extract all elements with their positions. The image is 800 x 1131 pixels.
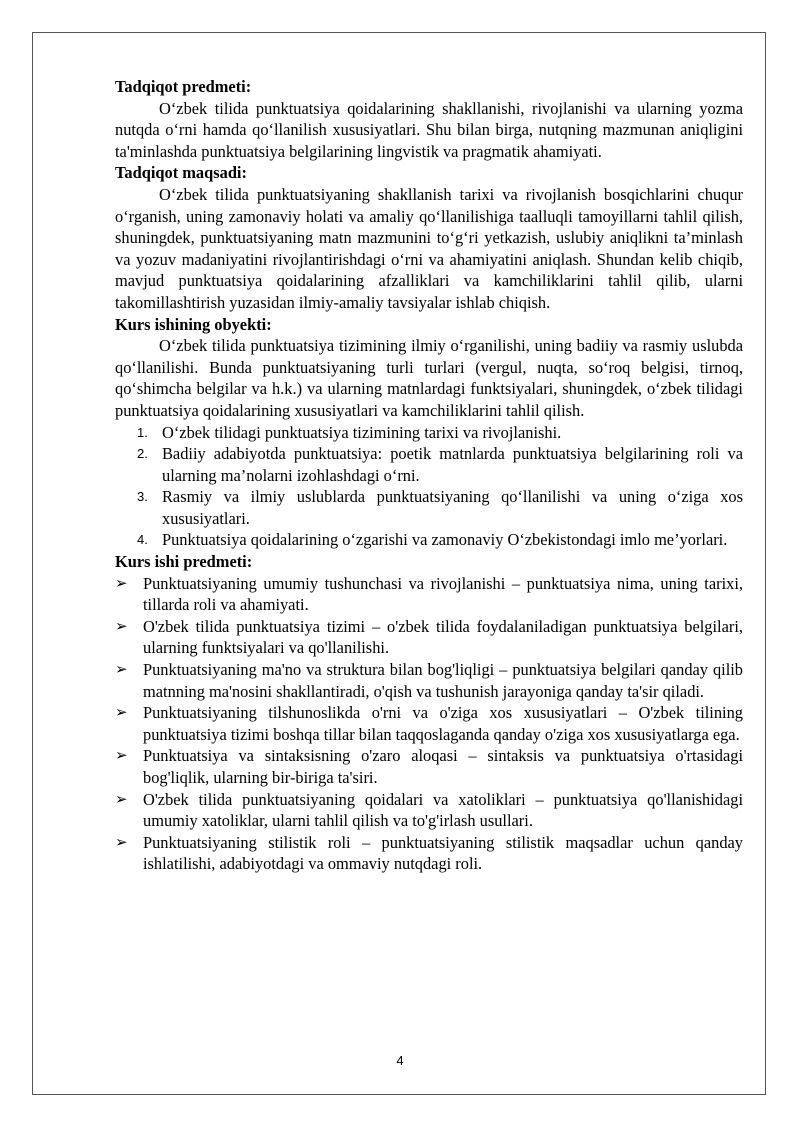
bullet-item-text: Punktuatsiyaning stilistik roli – punktuatsiyaning stilistik maqsadlar uchun qanday ishlatilishi, adabiyotdagi va ommaviy nutqdagi roli. <box>143 832 743 874</box>
section-heading-maqsad: Tadqiqot maqsadi: <box>115 163 247 183</box>
page-number: 4 <box>396 1053 404 1068</box>
numbered-list-item <box>115 529 743 551</box>
numbered-list-item <box>115 422 743 444</box>
bullet-list-item <box>115 832 743 875</box>
list-number: 3. <box>137 489 148 505</box>
arrow-bullet-icon: ➢ <box>115 746 128 765</box>
list-item-text: Badiiy adabiyotda punktuatsiya: poetik matnlarda punktuatsiya belgilarining roli va ularning ma’nolarni izohlashdagi o‘rni. <box>162 444 743 485</box>
paragraph-predmet: O‘zbek tilida punktuatsiya qoidalarining shakllanishi, rivojlanishi va ularning yozma nutqda o‘rni hamda qo‘llanilish xususiyatlari. Shu bilan birga, nutqning mazmunan aniqligini ta'minlashda punktuatsiya belgilarining lingvistik va pragmatik ahamiyati. <box>115 98 743 161</box>
bullet-item-text: Punktuatsiya va sintaksisning o'zaro aloqasi – sintaksis va punktuatsiya o'rtasidagi bog'liqlik, ularning bir-biriga ta'siri. <box>143 746 743 787</box>
bullet-item-text: Punktuatsiyaning ma'no va struktura bilan bog'liqligi – punktuatsiya belgilari qanday qilib matnning ma'nosini shakllantiradi, o'qish va tushunish jarayoniga qanday ta'sir qiladi. <box>143 660 743 701</box>
bullet-list-item <box>115 702 743 745</box>
document-body <box>115 76 743 875</box>
arrow-bullet-icon: ➢ <box>115 703 128 722</box>
numbered-list-item <box>115 486 743 529</box>
arrow-bullet-icon: ➢ <box>115 789 128 808</box>
bullet-list-item <box>115 616 743 659</box>
bullet-list-item <box>115 745 743 788</box>
bullet-item-text: Punktuatsiyaning umumiy tushunchasi va rivojlanishi – punktuatsiya nima, uning tarixi, tillarda roli va ahamiyati. <box>143 573 743 615</box>
bullet-item-text: O'zbek tilida punktuatsiyaning qoidalari va xatoliklari – punktuatsiya qo'llanishidagi umumiy xatoliklar, ularni tahlil qilish va to'g'irlash usullari. <box>143 789 743 831</box>
list-item-text: O‘zbek tilidagi punktuatsiya tizimining tarixi va rivojlanishi. <box>162 422 562 442</box>
list-item-text: Punktuatsiya qoidalarining o‘zgarishi va zamonaviy O‘zbekistondagi imlo me’yorlari. <box>162 530 728 550</box>
bullet-item-text: Punktuatsiyaning tilshunoslikda o'rni va o'ziga xos xususiyatlari – O'zbek tilining punktuatsiya tizimi boshqa tillar bilan taqqoslaganda qanday o'ziga xos xususiyatlarga ega. <box>143 703 743 744</box>
arrow-bullet-icon: ➢ <box>115 832 128 851</box>
paragraph-maqsad: O‘zbek tilida punktuatsiyaning shakllanish tarixi va rivojlanish bosqichlarini chuqur o‘rganish, uning zamonaviy holati va amaliy qo‘llanilishiga taalluqli tamoyillarni tahlil qilish, shuningdek, punktuatsiyaning matn mazmunini to‘g‘ri yetkazish, uslubiy aniqlikni ta’minlash va yozuv madaniyatini rivojlantirishdagi o‘rni va ahamiyatini aniqlash. Shundan kelib chiqib, mavjud punktuatsiya qoidalarining afzalliklari va kamchiliklarini tahlil qilib, ularni takomillashtirish yuzasidan ilmiy-amaliy tavsiyalar ishlab chiqish. <box>115 184 743 312</box>
list-number: 4. <box>137 532 148 548</box>
arrow-bullet-icon: ➢ <box>115 660 128 679</box>
bullet-list-item <box>115 659 743 702</box>
section-heading-obyekt: Kurs ishining obyekti: <box>115 314 272 334</box>
arrow-bullet-icon: ➢ <box>115 616 128 635</box>
paragraph-obyekt: O‘zbek tilida punktuatsiya tizimining ilmiy o‘rganilishi, uning badiiy va rasmiy uslubda qo‘llanilishi. Bunda punktuatsiyaning turli turlari (vergul, nuqta, so‘roq belgisi, tirnoq, qo‘shimcha belgilar va h.k.) va ularning matnlardagi funktsiyalari, shuningdek, o‘zbek tilidagi punktuatsiya qoidalarining xususiyatlari va kamchiliklarini tahlil qilish. <box>115 336 743 420</box>
arrow-bullet-icon: ➢ <box>115 573 128 592</box>
bullet-item-text: O'zbek tilida punktuatsiya tizimi – o'zbek tilida foydalaniladigan punktuatsiya belgilari, ularning funktsiyalari va qo'llanilishi. <box>143 616 743 658</box>
bullet-list <box>115 573 743 875</box>
list-number: 1. <box>137 424 148 440</box>
bullet-list-item <box>115 789 743 832</box>
numbered-list <box>115 422 743 552</box>
section-heading-kurs-predmet: Kurs ishi predmeti: <box>115 552 253 572</box>
bullet-list-item <box>115 573 743 616</box>
list-item-text: Rasmiy va ilmiy uslublarda punktuatsiyaning qo‘llanilishi va uning o‘ziga xos xususiyatlari. <box>162 487 743 528</box>
section-heading-predmet: Tadqiqot predmeti: <box>115 77 252 96</box>
numbered-list-item <box>115 443 743 486</box>
list-number: 2. <box>137 446 148 462</box>
